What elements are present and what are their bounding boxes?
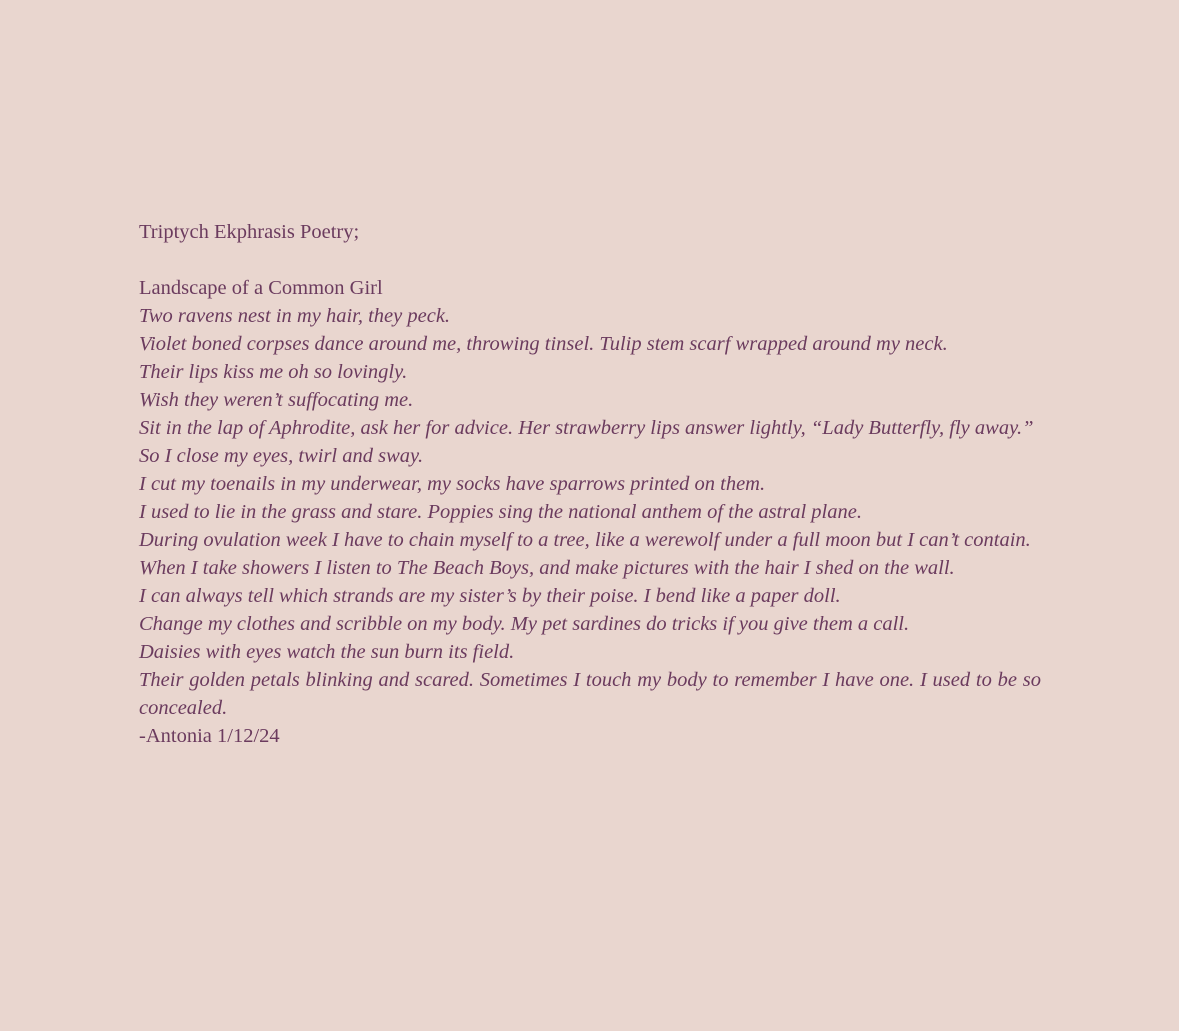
poem-line-13: Daisies with eyes watch the sun burn its field. — [139, 641, 515, 663]
poem-title: Landscape of a Common Girl — [139, 277, 383, 299]
poem-line-2: Violet boned corpses dance around me, throwing tinsel. Tulip stem scarf wrapped around my neck. — [139, 333, 948, 355]
heading-spacer — [139, 246, 1041, 274]
poem-line-6: So I close my eyes, twirl and sway. — [139, 445, 424, 467]
poem-document — [139, 218, 1041, 750]
poem-line-10: When I take showers I listen to The Beach Boys, and make pictures with the hair I shed on the wall. — [139, 557, 955, 579]
poem-lines — [139, 302, 1041, 722]
poem-line-12: Change my clothes and scribble on my body. My pet sardines do tricks if you give them a call. — [139, 613, 910, 635]
poem-signature: -Antonia 1/12/24 — [139, 725, 280, 747]
poem-line-4: Wish they weren’t suffocating me. — [139, 389, 414, 411]
poem-line-14: Their golden petals blinking and scared. Sometimes I touch my body to remember I have one. I used to be so concealed. — [139, 669, 1041, 719]
poem-line-9: During ovulation week I have to chain myself to a tree, like a werewolf under a full moon but I can’t contain. — [139, 529, 1031, 551]
poem-line-8: I used to lie in the grass and stare. Poppies sing the national anthem of the astral plane. — [139, 501, 862, 523]
poem-line-11: I can always tell which strands are my sister’s by their poise. I bend like a paper doll. — [139, 585, 841, 607]
poem-line-7: I cut my toenails in my underwear, my socks have sparrows printed on them. — [139, 473, 766, 495]
document-heading: Triptych Ekphrasis Poetry; — [139, 221, 360, 243]
poem-line-1: Two ravens nest in my hair, they peck. — [139, 305, 451, 327]
poem-line-3: Their lips kiss me oh so lovingly. — [139, 361, 408, 383]
poem-line-5: Sit in the lap of Aphrodite, ask her for advice. Her strawberry lips answer lightly, “Lady Butterfly, fly away.” — [139, 417, 1034, 439]
